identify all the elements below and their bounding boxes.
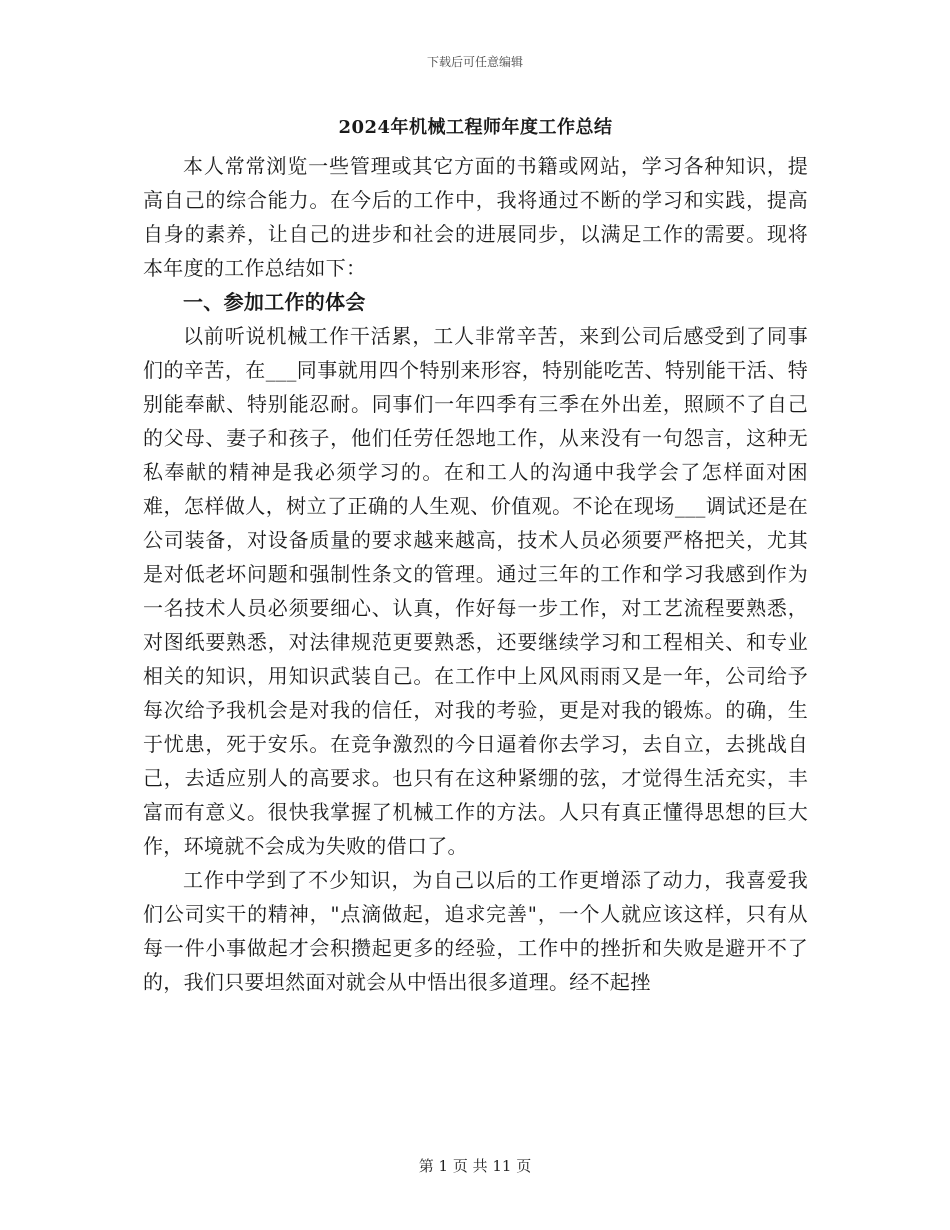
page-number-footer: 第 1 页 共 11 页 (418, 1157, 532, 1175)
document-body (143, 113, 808, 999)
page-header-note: 下载后可任意编辑 (426, 55, 523, 69)
document-title: 2024年机械工程师年度工作总结 (338, 117, 613, 138)
body-paragraph: 工作中学到了不少知识，为自己以后的工作更增添了动力，我喜爱我们公司实干的精神，"点滴做起，追求完善"，一个人就应该这样，只有从每一件小事做起才会积攒起更多的经验，工作中的挫折和失败是避开不了的，我们只要坦然面对就会从中悟出很多道理。经不起挫 (143, 868, 808, 994)
body-paragraph: 以前听说机械工作干活累，工人非常辛苦，来到公司后感受到了同事们的辛苦，在___同事就用四个特别来形容，特别能吃苦、特别能干活、特别能奉献、特别能忍耐。同事们一年四季有三季在外出差，照顾不了自己的父母、妻子和孩子，他们任劳任怨地工作，从来没有一句怨言，这种无私奉献的精神是我必须学习的。在和工人的沟通中我学会了怎样面对困难，怎样做人，树立了正确的人生观、价值观。不论在现场___调试还是在公司装备，对设备质量的要求越来越高，技术人员必须要严格把关，尤其是对低老坏问题和强制性条文的管理。通过三年的工作和学习我感到作为一名技术人员必须要细心、认真，作好每一步工作，对工艺流程要熟悉，对图纸要熟悉，对法律规范更要熟悉，还要继续学习和工程相关、和专业相关的知识，用知识武装自己。在工作中上风风雨雨又是一年，公司给予每次给予我机会是对我的信任，对我的考验，更是对我的锻炼。的确，生于忧患，死于安乐。在竞争激烈的今日逼着你去学习，去自立，去挑战自己，去适应别人的高要求。也只有在这种紧绷的弦，才觉得生活充实，丰富而有意义。很快我掌握了机械工作的方法。人只有真正懂得思想的巨大作，环境就不会成为失败的借口了。 (143, 324, 808, 858)
intro-paragraph: 本人常常浏览一些管理或其它方面的书籍或网站，学习各种知识，提高自己的综合能力。在今后的工作中，我将通过不断的学习和实践，提高自身的素养，让自己的进步和社会的进展同步，以满足工作的需要。现将本年度的工作总结如下： (143, 154, 808, 280)
section-heading: 一、参加工作的体会 (183, 290, 366, 314)
